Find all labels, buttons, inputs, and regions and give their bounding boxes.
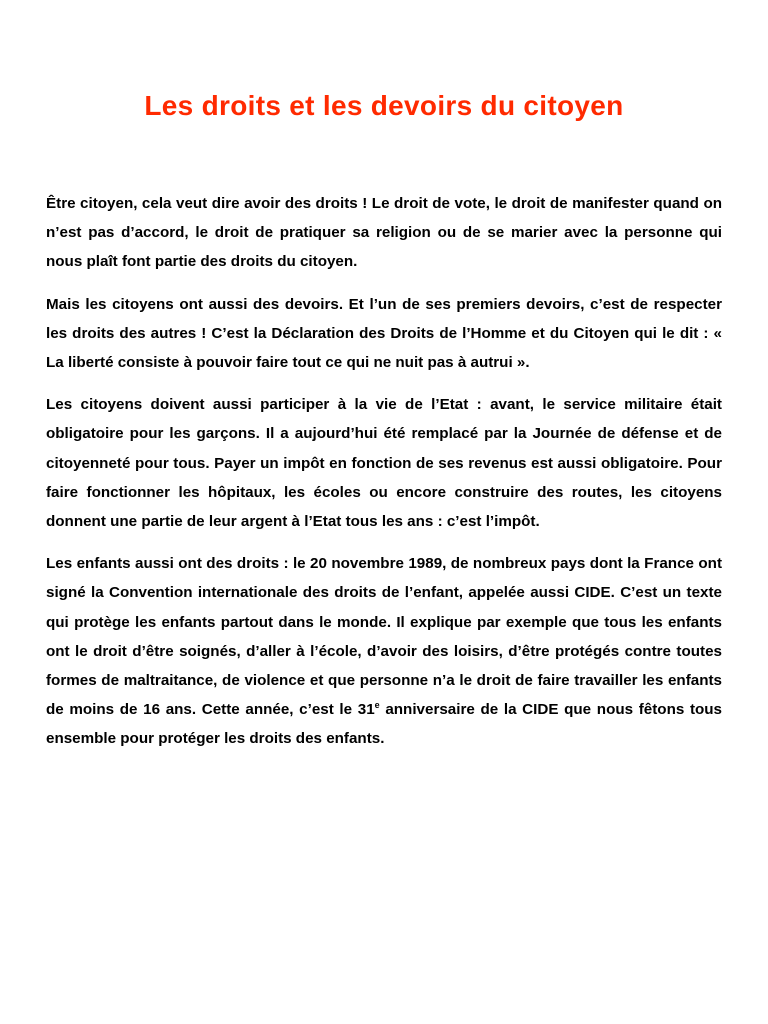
document-title: Les droits et les devoirs du citoyen xyxy=(144,90,624,121)
paragraph-enfants-text-before: Les enfants aussi ont des droits : le 20 novembre 1989, de nombreux pays dont la France ont signé la Convention internationale des droits de l’enfant, appelée aussi CIDE. C’est un texte qui protège les enfants partout dans le monde. Il explique par exemple que tous les enfants ont le droit d’être soignés, d’aller à l’école, d’avoir des loisirs, d’être protégés contre toutes formes de maltraitance, de violence et que personne n’a le droit de faire travailler les enfants de moins de 16 ans. Cette année, c’est le 31 xyxy=(46,555,722,719)
paragraph-enfants xyxy=(46,549,722,753)
document-body xyxy=(46,189,722,754)
paragraph-devoirs: Mais les citoyens ont aussi des devoirs. Et l’un de ses premiers devoirs, c’est de respecter les droits des autres ! C’est la Déclaration des Droits de l’Homme et du Citoyen qui le dit : « La liberté consiste à pouvoir faire tout ce qui ne nuit pas à autrui ». xyxy=(46,295,722,372)
paragraph-enfants-text-after: anniversaire de la CIDE que nous fêtons tous ensemble pour protéger les droits des enfants. xyxy=(46,701,723,748)
ordinal-superscript: e xyxy=(374,700,380,711)
paragraph-droits: Être citoyen, cela veut dire avoir des droits ! Le droit de vote, le droit de manifester quand on n’est pas d’accord, le droit de pratiquer sa religion ou de se marier avec la personne qui nous plaît font partie des droits du citoyen. xyxy=(46,195,722,271)
paragraph-etat: Les citoyens doivent aussi participer à la vie de l’Etat : avant, le service militaire était obligatoire pour les garçons. Il a aujourd’hui été remplacé par la Journée de défense et de citoyenneté pour tous. Payer un impôt en fonction de ses revenus est aussi obligatoire. Pour faire fonctionner les hôpitaux, les écoles ou encore construire des routes, les citoyens donnent une partie de leur argent à l’Etat tous les ans : c’est l’impôt. xyxy=(46,396,722,531)
